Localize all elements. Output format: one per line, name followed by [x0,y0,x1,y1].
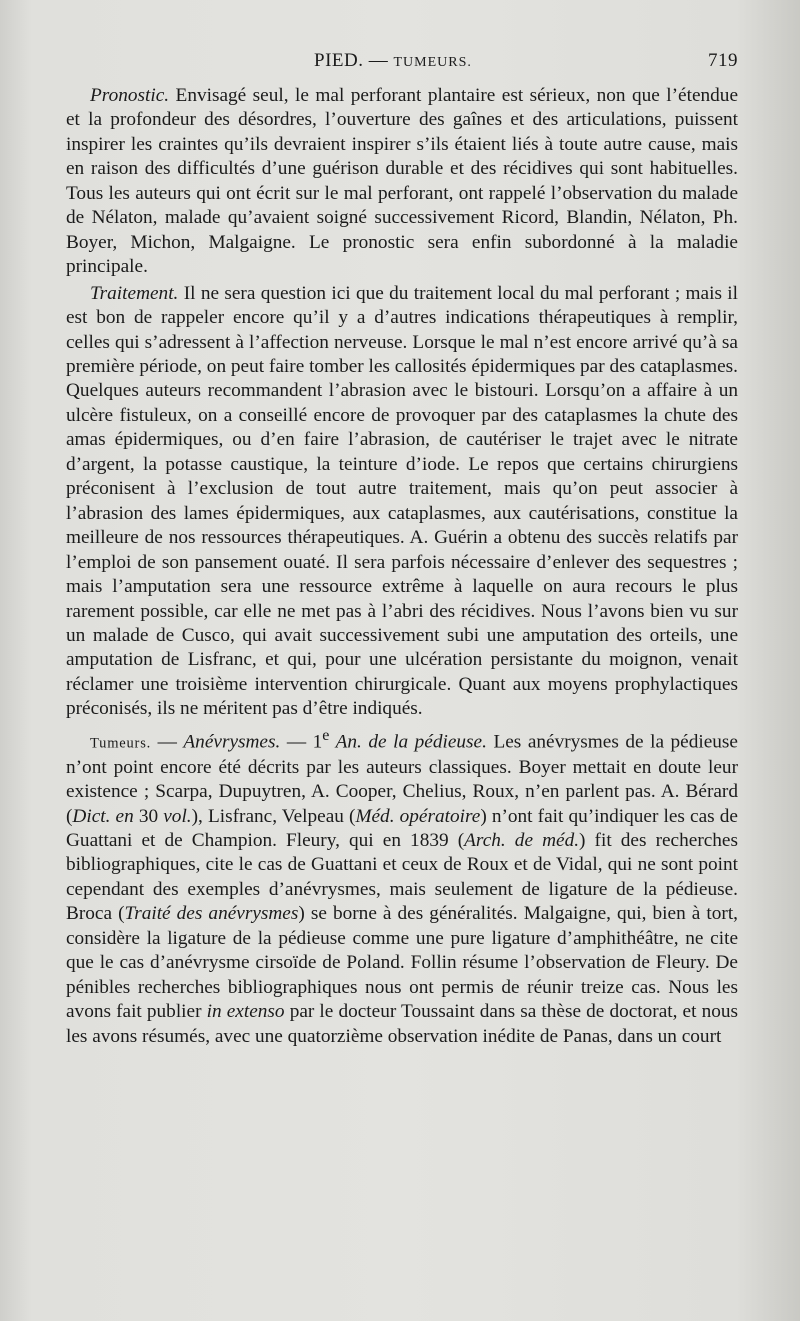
citation: Méd. opératoire [355,805,481,827]
running-title-section: TUMEURS. [393,55,472,70]
section-lead-pronostic: Pronostic. [90,85,170,106]
running-header [66,50,738,74]
citation: vol. [163,805,192,827]
page-body [66,84,738,1049]
subsection-pedieuse: An. de la pédieuse. [329,731,487,753]
paragraph-text: Il ne sera question ici que du traitement local du mal perforant ; mais il est bon de rappeler encore qu’il y a d’autres indications thérapeutiques à remplir, celles qui s’adressent à l’affection nerveuse. Lorsque le mal n’est encore arrivé qu’à sa première période, on peut faire tomber les callosités épidermiques par des cataplasmes. Quelques auteurs recommandent l’abrasion avec le bistouri. Lorsqu’on a affaire à un ulcère fistuleux, on a conseillé encore de provoquer par des cataplasmes la chute des amas épidermiques, ou d’en faire l’abrasion, de cautériser le trajet avec le nitrate d’argent, la potasse caustique, la teinture d’iode. Le repos que certains chirurgiens préconisent à l’exclusion de tout autre traitement, mais qu’on peut associer à l’abrasion des lames épidermiques, aux cataplasmes, aux cautérisations, constitue la meilleure de nos ressources thérapeutiques. A. Guérin a obtenu des succès relatifs par l’emploi de son pansement ouaté. Il sera parfois nécessaire d’enlever des sequestres ; mais l’amputation sera une ressource extrême à laquelle on aura recours le plus rarement possible, car elle ne met pas à l’abri des récidives. Nous l’avons bien vu sur un malade de Cusco, qui avait successivement subi une amputation des orteils, une amputation de Lisfranc, et qui, pour une ulcération persistante du moignon, venait réclamer une troisième intervention chirurgicale. Quant aux moyens prophylactiques préconisés, ils ne méritent pas d’être indiqués. [66,282,738,720]
citation: Traité des anévrysmes [124,903,299,925]
paragraph-traitement [66,282,738,722]
paragraph-text: Envisagé seul, le mal perforant plantaire est sérieux, non que l’étendue et la profondeur des désordres, l’ouverture des gaînes et des articulations, puissent inspirer les craintes qu’ils devraient inspirer s’ils étaient liés à toute autre cause, mais en raison des difficultés d’une guérison durable et des récidives qui sont habituelles. Tous les auteurs qui ont écrit sur le mal perforant, ont rappelé l’observation du malade de Nélaton, malade qu’avaient soigné successivement Ricord, Blandin, Nélaton, Ph. Boyer, Michon, Malgaigne. Le pronostic sera enfin subordonné à la maladie principale. [66,85,738,278]
latin-phrase: in extenso [206,1001,285,1023]
section-lead-tumeurs: Tumeurs. [90,735,152,752]
page-number: 719 [708,50,738,71]
paragraph-pronostic [66,84,738,280]
section-lead-traitement: Traitement. [90,282,179,304]
citation: Dict. en [72,805,134,827]
subsection-anevrysmes: Anévrysmes. [183,731,281,753]
paragraph-tumeurs: Tumeurs. — Anévrysmes. — 1e An. de la pédieuse. Les anévrysmes de la pédieuse n’ont point encore été décrits par les auteurs classiques. Boyer mettait en doute leur existence ; Scarpa, Dupuytren, A. Cooper, Chelius, Roux, n’en parlent pas. A. Bérard (Dict. en 30 vol.), Lisfranc, Velpeau (Méd. opératoire) n’ont fait qu’indiquer les cas de Guattani et de Champion. Fleury, qui en 1839 (Arch. de méd.) fit des recherches bibliographiques, cite le cas de Guattani et ceux de Roux et de Vidal, qui ne sont point cependant des exemples d’anévrysmes, mais seulement de ligature de la pédieuse. Broca (Traité des anévrysmes) se borne à des généralités. Malgaigne, qui, bien à tort, considère la ligature de la pédieuse comme une pure ligature d’amphithéâtre, ne cite que le cas d’anévrysme cirsoïde de Poland. Follin résume l’observation de Fleury. De pénibles recherches bibliographiques nous ont permis de réunir treize cas. Nous les avons fait publier in extenso par le docteur Toussaint dans sa thèse de doctorat, et nous les avons résumés, avec une quatorzième observation inédite de Panas, dans un court [66,726,738,1047]
running-title: PIED. — TUMEURS. [314,50,472,71]
citation: Arch. de méd. [464,830,580,852]
